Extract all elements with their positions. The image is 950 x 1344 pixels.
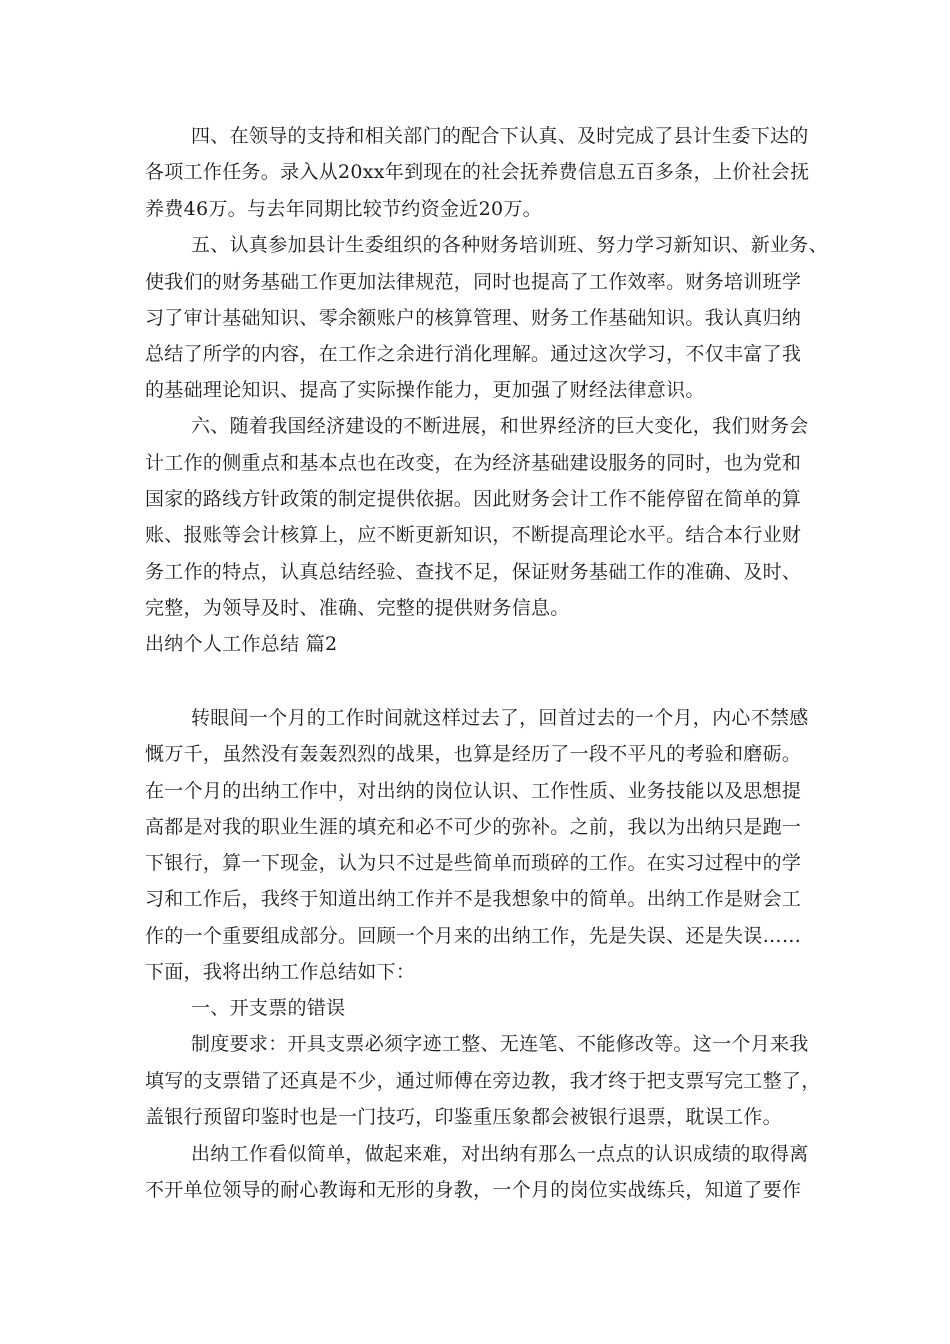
text-line: 盖银行预留印鉴时也是一门技巧，印鉴重压象都会被银行退票，耽误工作。 (145, 1106, 782, 1128)
text-line: 使我们的财务基础工作更加法律规范，同时也提高了工作效率。财务培训班学 (145, 271, 802, 293)
text-line: 习和工作后，我终于知道出纳工作并不是我想象中的简单。出纳工作是财会工 (145, 888, 802, 910)
text-line: 习了审计基础知识、零余额账户的核算管理、财务工作基础知识。我认真归纳 (145, 307, 802, 329)
text-line: 高都是对我的职业生涯的填充和必不可少的弥补。之前，我以为出纳只是跑一 (145, 816, 802, 838)
text-line: 下面，我将出纳工作总结如下： (145, 961, 416, 983)
text-line: 各项工作任务。录入从20xx年到现在的社会抚养费信息五百多条，上价社会抚 (145, 161, 810, 183)
text-line: 六、随着我国经济建设的不断进展，和世界经济的巨大变化，我们财务会 (191, 415, 809, 437)
text-line: 养费46万。与去年同期比较节约资金近20万。 (145, 198, 542, 220)
text-line: 下银行，算一下现金，认为只不过是些简单而琐碎的工作。在实习过程中的学 (145, 852, 802, 874)
text-line: 在一个月的出纳工作中，对出纳的岗位认识、工作性质、业务技能以及思想提 (145, 780, 802, 802)
text-line: 四、在领导的支持和相关部门的配合下认真、及时完成了县计生委下达的 (191, 125, 809, 147)
text-line: 务工作的特点，认真总结经验、查找不足，保证财务基础工作的准确、及时、 (145, 561, 802, 583)
text-line: 账、报账等会计核算上，应不断更新知识，不断提高理论水平。结合本行业财 (145, 524, 802, 546)
text-line: 五、认真参加县计生委组织的各种财务培训班、努力学习新知识、新业务、 (191, 234, 828, 256)
text-line: 作的一个重要组成部分。回顾一个月来的出纳工作，先是失误、还是失误…… (145, 925, 802, 947)
text-line: 完整，为领导及时、准确、完整的提供财务信息。 (145, 597, 570, 619)
section-heading: 出纳个人工作总结 篇2 (145, 633, 338, 655)
text-line: 慨万千，虽然没有轰轰烈烈的战果，也算是经历了一段不平凡的考验和磨砺。 (145, 743, 802, 765)
text-line: 填写的支票错了还真是不少，通过师傅在旁边教，我才终于把支票写完工整了， (145, 1070, 821, 1092)
text-line: 出纳工作看似简单，做起来难，对出纳有那么一点点的认识成绩的取得离 (191, 1143, 809, 1165)
text-line: 一、开支票的错误 (191, 997, 346, 1019)
text-line: 的基础理论知识、提高了实际操作能力，更加强了财经法律意识。 (145, 379, 705, 401)
text-line: 不开单位领导的耐心教诲和无形的身教，一个月的岗位实战练兵，知道了要作 (145, 1179, 802, 1201)
text-line: 总结了所学的内容，在工作之余进行消化理解。通过这次学习，不仅丰富了我 (145, 343, 802, 365)
text-line: 制度要求：开具支票必须字迹工整、无连笔、不能修改等。这一个月来我 (191, 1033, 809, 1055)
text-line: 转眼间一个月的工作时间就这样过去了，回首过去的一个月，内心不禁感 (191, 707, 809, 729)
text-line: 国家的路线方针政策的制定提供依据。因此财务会计工作不能停留在简单的算 (145, 488, 802, 510)
text-line: 计工作的侧重点和基本点也在改变，在为经济基础建设服务的同时，也为党和 (145, 452, 802, 474)
